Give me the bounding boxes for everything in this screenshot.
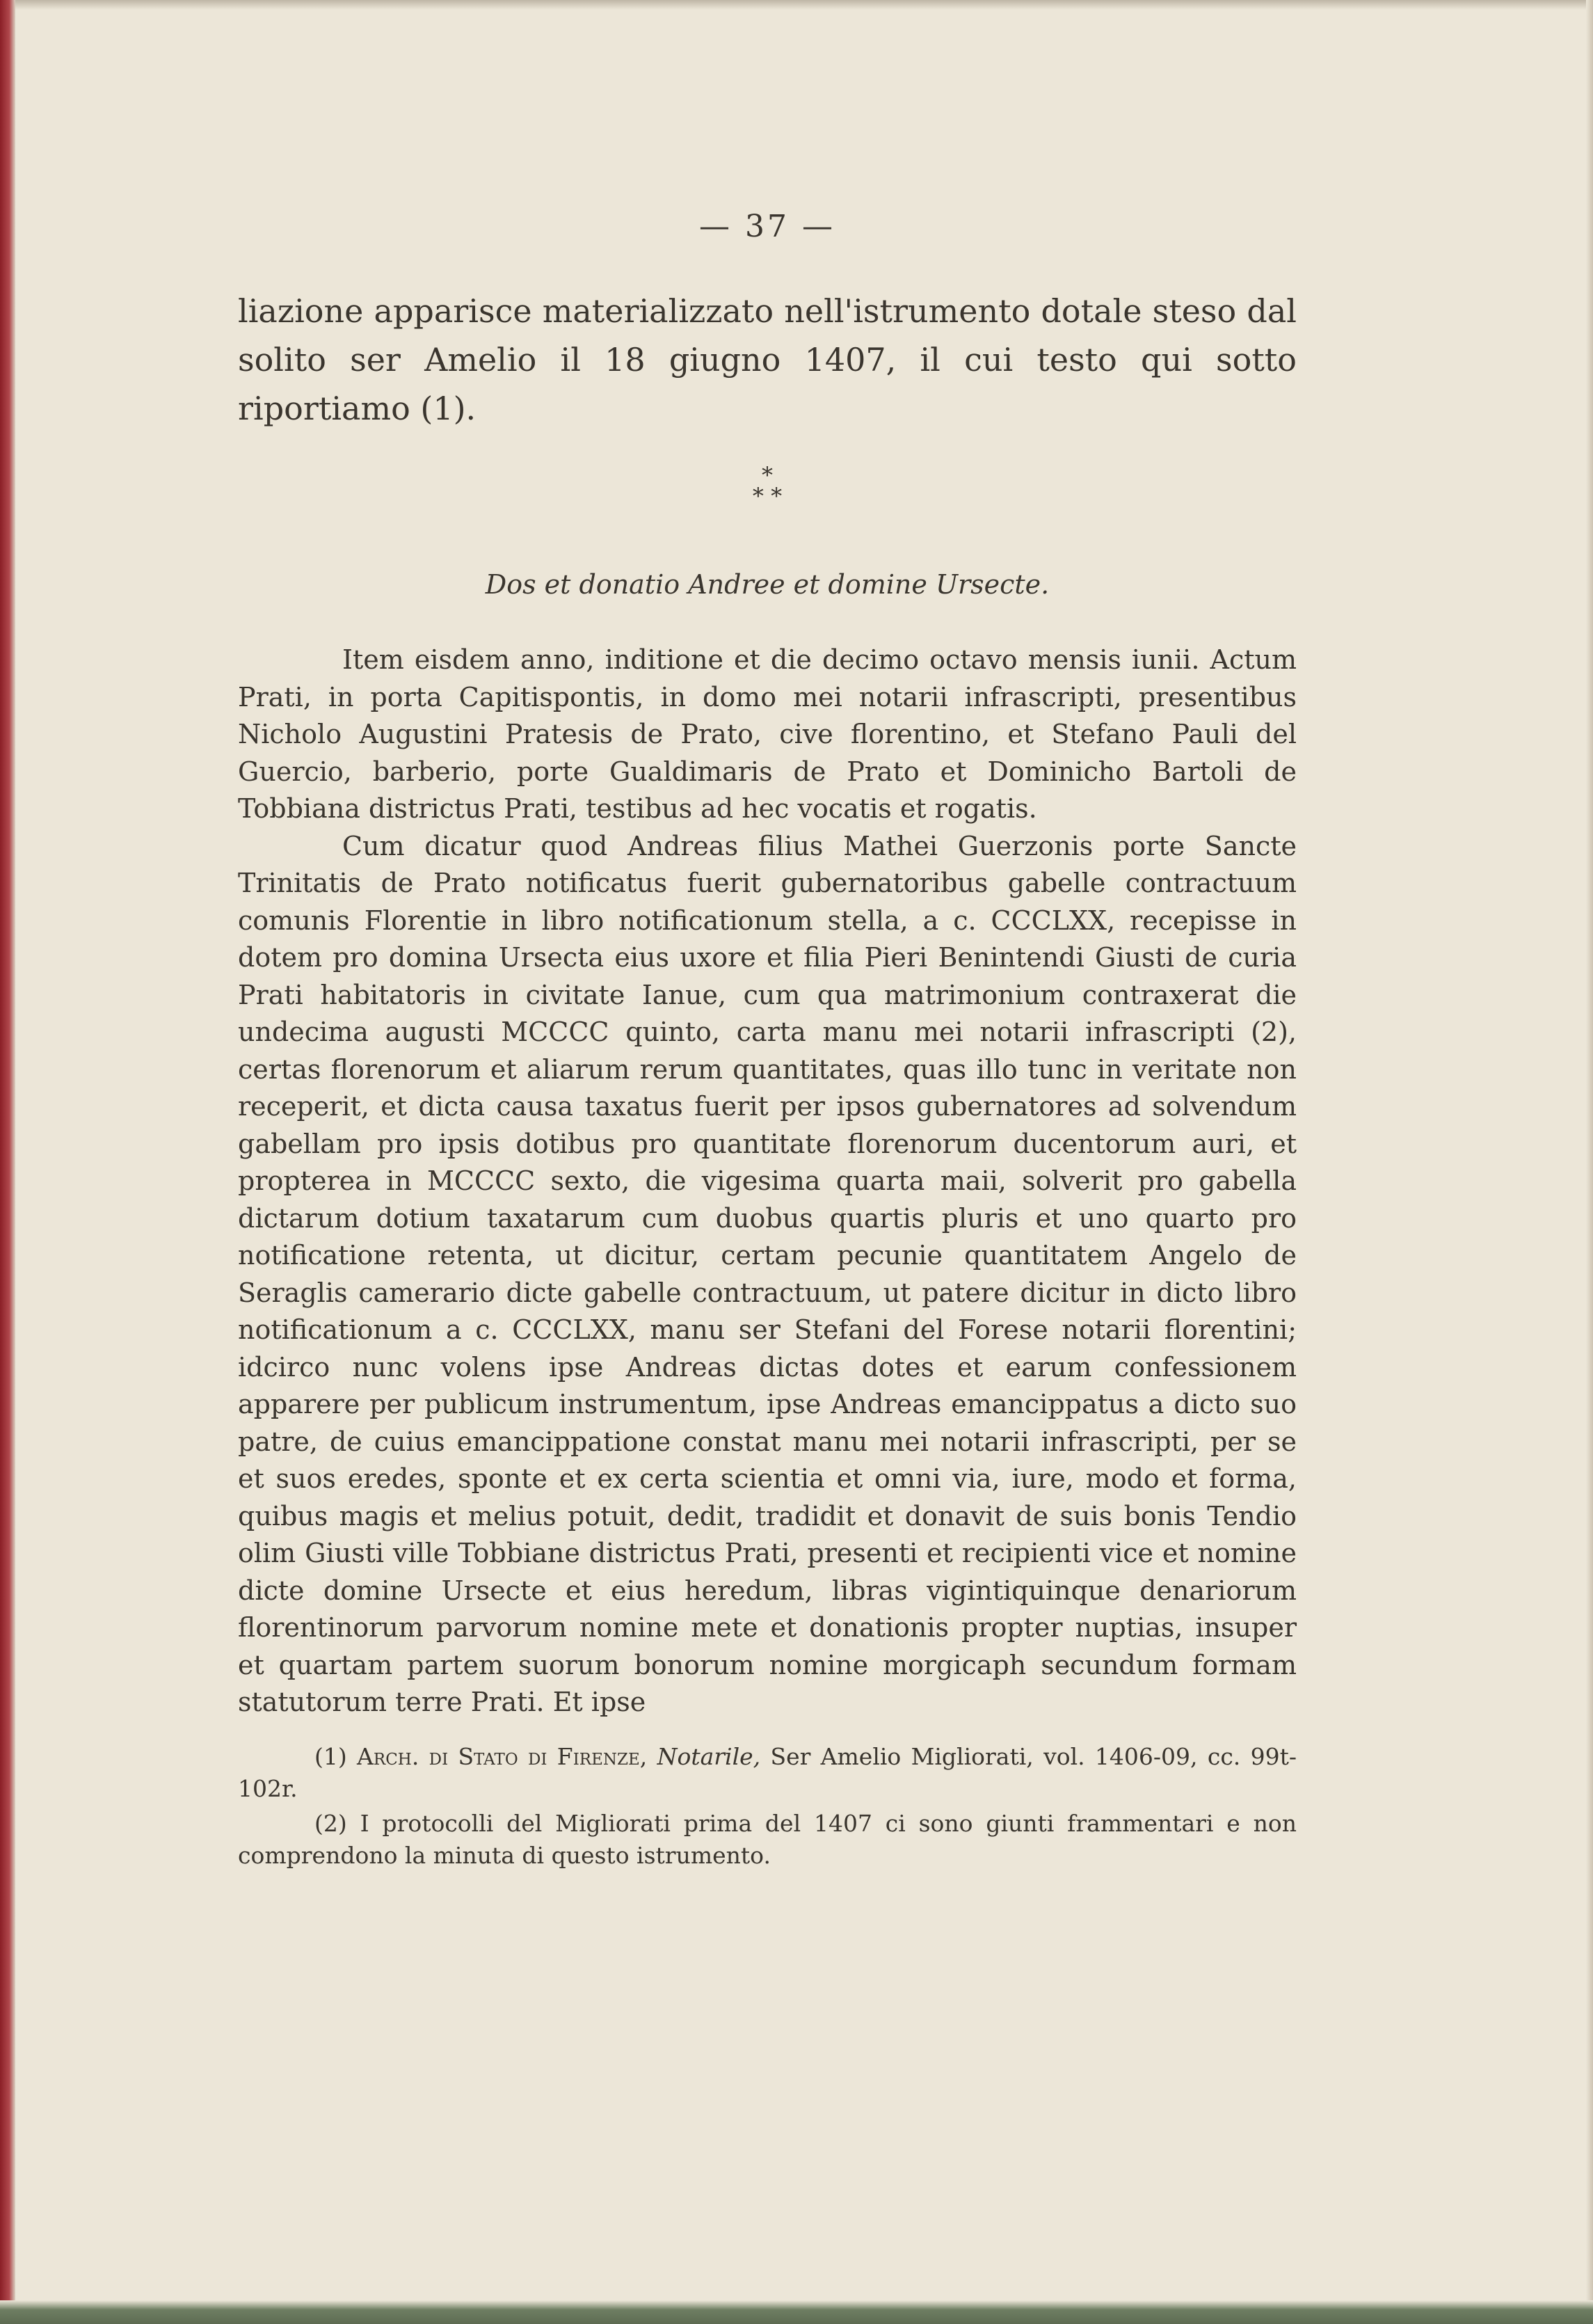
body-paragraph-2: Cum dicatur quod Andreas filius Mathei Guerzonis porte Sancte Trinitatis de Prato notificatus fuerit gubernatoribus gabelle contractuum comunis Florentie in libro notificationum stella, a c. CCCLXX, recepisse in dotem pro domina Ursecta eius uxore et filia Pieri Benintendi Giusti de curia Prati habitatoris in civitate Ianue, cum qua matrimonium contraxerat die undecima augusti MCCCC quinto, carta manu mei notarii infrascripti (2), certas florenorum et aliarum rerum quantitates, quas illo tunc in veritate non receperit, et dicta causa taxatus fuerit per ipsos gubernatores ad solvendum gabellam pro ipsis dotibus pro quantitate florenorum ducentorum auri, et propterea in MCCCC sexto, die vigesima quarta maii, solverit pro gabella dictarum dotium taxatarum cum duobus quartis pluris et uno quarto pro notificatione retenta, ut dicitur, certam pecunie quantitatem Angelo de Seraglis camerario dicte gabelle contractuum, ut patere dicitur in dicto libro notificationum a c. CCCLXX, manu ser Stefani del Forese notarii florentini; idcirco nunc volens ipse Andreas dictas dotes et earum confessionem apparere per publicum instrumentum, ipse Andreas emancippatus a dicto suo patre, de cuius emancippatione constat manu mei notarii infrascripti, per se et suos eredes, sponte et ex certa scientia et omni via, iure, modo et forma, quibus magis et melius potuit, dedit, tradidit et donavit de suis bonis Tendio olim Giusti ville Tobbiane districtus Prati, presenti et recipienti vice et nomine dicte domine Ursecte et eius heredum, libras vigintiquinque denariorum florentinorum parvorum nomine mete et donationis propter nuptias, insuper et quartam partem suorum bonorum nomine morgicaph secundum formam statutorum terre Prati. Et ipse: [238, 830, 1297, 1717]
footnote-1-rest: Ser Amelio Migliorati, vol. 1406-09, cc. 99t-102r.: [238, 1743, 1297, 1802]
intro-paragraph: liazione apparisce materializzato nell'istrumento dotale steso dal solito ser Amelio il 18 giugno 1407, il cui testo qui sotto riportiamo (1).: [238, 292, 1297, 427]
footnote-1-marker: (1): [314, 1743, 347, 1770]
asterism-top: *: [762, 462, 773, 488]
document-title: Dos et donatio Andree et domine Ursecte.: [485, 569, 1050, 600]
book-page: [238, 0, 1297, 2300]
footnote-1-archive: Arch. di Stato di Firenze,: [357, 1743, 648, 1770]
page-right-edge: [1586, 0, 1593, 2324]
book-binding-edge: [0, 0, 15, 2324]
asterism-divider: [238, 462, 1297, 509]
document-body: [238, 642, 1297, 1721]
page-number: — 37 —: [699, 209, 835, 244]
asterism-bottom: * *: [752, 483, 783, 509]
footnote-1: [238, 1741, 1297, 1805]
footnote-1-fund: Notarile,: [657, 1743, 761, 1770]
footnote-2: [238, 1808, 1297, 1872]
footnotes: [238, 1741, 1297, 1875]
footnote-2-text: I protocolli del Migliorati prima del 1407 ci sono giunti frammentari e non comprendono la minuta di questo istrumento.: [238, 1810, 1297, 1869]
book-bottom-edge: [0, 2300, 1593, 2324]
footnote-2-marker: (2): [314, 1810, 347, 1837]
body-paragraph-1: Item eisdem anno, inditione et die decimo octavo mensis iunii. Actum Prati, in porta Capitispontis, in domo mei notarii infrascripti, presentibus Nicholo Augustini Pratesis de Prato, cive florentino, et Stefano Pauli del Guercio, barberio, porte Gualdimaris de Prato et Dominicho Bartoli de Tobbiana districtus Prati, testibus ad hec vocatis et rogatis.: [238, 644, 1297, 824]
